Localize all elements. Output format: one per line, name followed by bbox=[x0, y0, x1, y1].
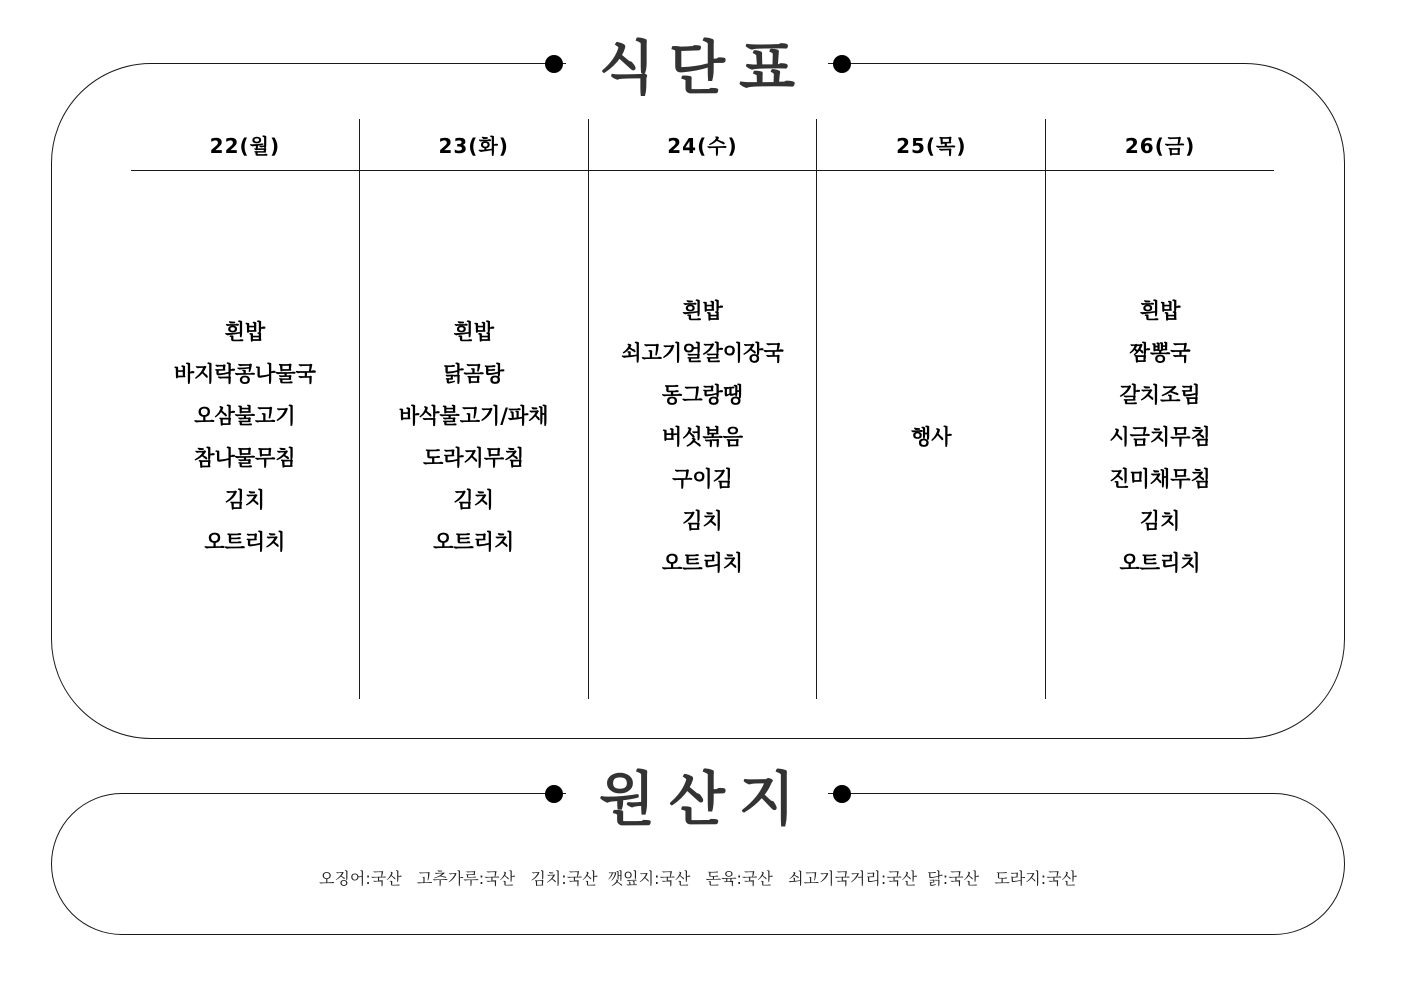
dish-item: 김치 bbox=[224, 488, 266, 512]
dish-item: 오트리치 bbox=[1119, 551, 1201, 575]
day-column-wed bbox=[588, 119, 817, 699]
dish-item: 바삭불고기/파채 bbox=[398, 404, 549, 428]
dish-item: 김치 bbox=[453, 488, 494, 512]
dish-item: 바지락콩나물국 bbox=[173, 362, 316, 386]
dish-item: 오삼불고기 bbox=[194, 404, 296, 428]
dish-item: 갈치조림 bbox=[1119, 383, 1201, 407]
dish-item: 흰밥 bbox=[453, 320, 494, 344]
dish-list bbox=[589, 171, 817, 699]
dish-item: 짬뽕국 bbox=[1129, 341, 1191, 365]
dish-item: 도라지무침 bbox=[422, 446, 525, 470]
dish-item: 흰밥 bbox=[224, 320, 266, 344]
dish-list bbox=[360, 171, 588, 699]
dish-item: 오트리치 bbox=[433, 530, 515, 554]
dish-item: 김치 bbox=[1139, 509, 1181, 533]
day-header: 25(목) bbox=[817, 119, 1045, 171]
dish-item: 행사 bbox=[911, 425, 952, 449]
dish-item: 쇠고기얼갈이장국 bbox=[621, 341, 784, 365]
dish-item: 시금치무침 bbox=[1109, 425, 1211, 449]
dish-item: 흰밥 bbox=[1139, 299, 1181, 323]
menu-title-container bbox=[566, 28, 828, 102]
title-left-dot bbox=[545, 55, 563, 73]
origin-title-container bbox=[566, 759, 828, 833]
day-column-thu bbox=[816, 119, 1045, 699]
dish-item: 참나물무침 bbox=[194, 446, 296, 470]
dish-item: 닭곰탕 bbox=[443, 362, 505, 386]
dish-item: 진미채무침 bbox=[1109, 467, 1211, 491]
origin-list: 오징어:국산 고추가루:국산 김치:국산 깻잎지:국산 돈육:국산 쇠고기국거리:국산 닭:국산 도라지:국산 bbox=[319, 869, 1077, 888]
dish-item: 흰밥 bbox=[682, 299, 723, 323]
day-header: 24(수) bbox=[589, 119, 817, 171]
day-column-mon bbox=[131, 119, 359, 699]
title-right-dot bbox=[833, 55, 851, 73]
day-header: 23(화) bbox=[360, 119, 588, 171]
dish-item: 오트리치 bbox=[661, 551, 744, 575]
origin-title: 원산지 bbox=[598, 765, 810, 833]
origin-title-left-dot bbox=[545, 785, 563, 803]
dish-list bbox=[131, 171, 359, 699]
dish-list bbox=[817, 171, 1045, 699]
dish-item: 김치 bbox=[682, 509, 723, 533]
dish-item: 오트리치 bbox=[204, 530, 286, 554]
day-header: 22(월) bbox=[131, 119, 359, 171]
menu-table bbox=[131, 119, 1274, 699]
dish-item: 동그랑땡 bbox=[661, 383, 744, 407]
dish-item: 버섯볶음 bbox=[661, 425, 744, 449]
dish-item: 구이김 bbox=[672, 467, 733, 491]
day-header: 26(금) bbox=[1046, 119, 1274, 171]
origin-title-right-dot bbox=[833, 785, 851, 803]
day-column-fri bbox=[1045, 119, 1274, 699]
menu-title: 식단표 bbox=[598, 34, 810, 102]
day-column-tue bbox=[359, 119, 588, 699]
dish-list bbox=[1046, 171, 1274, 699]
